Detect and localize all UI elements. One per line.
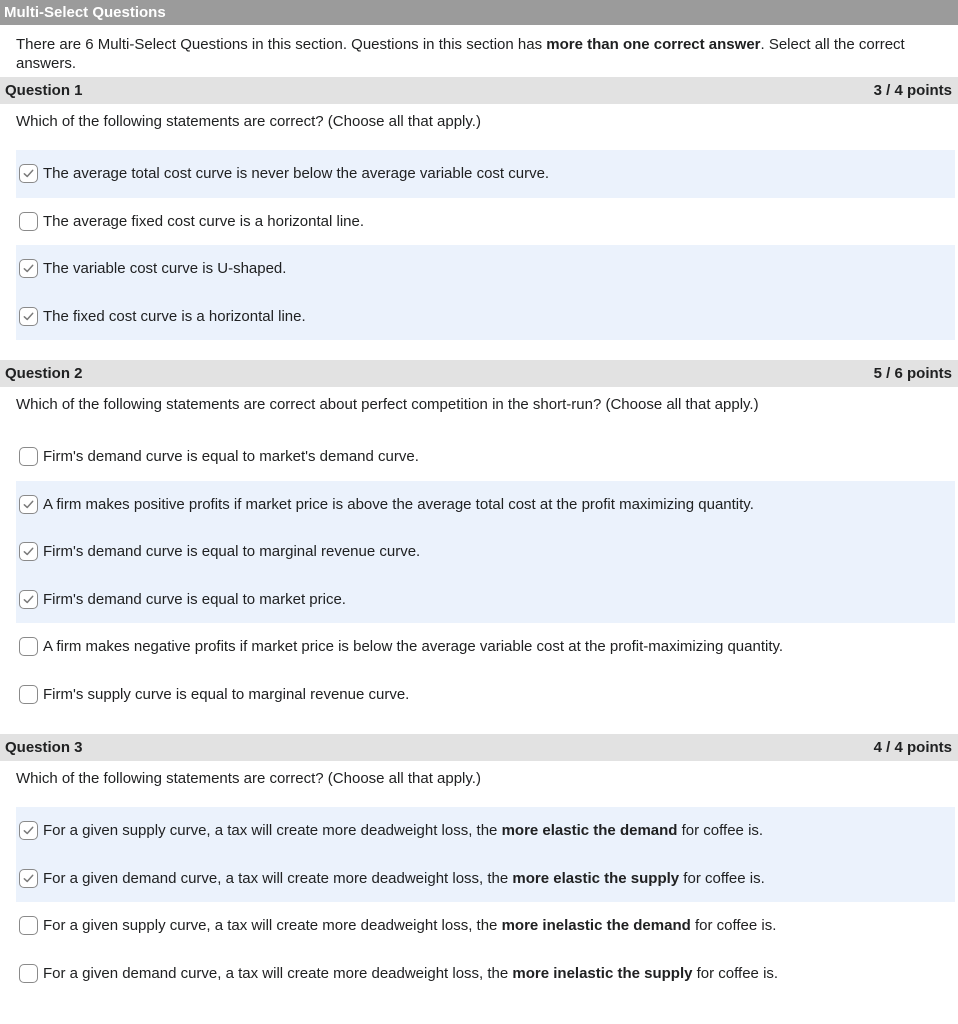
question-points: 5 / 6 points <box>873 365 952 382</box>
option-item[interactable] <box>16 150 955 198</box>
section-intro <box>0 25 958 77</box>
intro-text-pre: There are 6 Multi-Select Questions in this section. Questions in this section has <box>16 36 547 53</box>
checkmark-icon <box>22 593 35 606</box>
option-item[interactable] <box>16 950 955 998</box>
checkbox[interactable] <box>19 821 38 840</box>
question-points: 4 / 4 points <box>873 739 952 756</box>
option-label: A firm makes positive profits if market price is above the average total cost at the profit maximizing quantity. <box>43 495 754 513</box>
checkbox[interactable] <box>19 542 38 561</box>
spacer <box>0 718 958 734</box>
question-header <box>0 360 958 387</box>
checkbox[interactable] <box>19 495 38 514</box>
option-label: The average total cost curve is never below the average variable cost curve. <box>43 165 550 183</box>
option-label: Firm's demand curve is equal to market price. <box>43 590 346 608</box>
options-list <box>16 150 955 340</box>
option-label-pre: For a given demand curve, a tax will create more deadweight loss, the <box>43 869 513 887</box>
checkmark-icon <box>22 498 35 511</box>
question-2 <box>0 360 958 718</box>
checkbox[interactable] <box>19 259 38 278</box>
option-item[interactable] <box>16 528 955 576</box>
option-item[interactable] <box>16 855 955 903</box>
option-label-post: for coffee is. <box>677 822 764 840</box>
option-item[interactable] <box>16 293 955 341</box>
section-title: Multi-Select Questions <box>4 4 166 21</box>
option-item[interactable] <box>16 245 955 293</box>
options-list <box>16 433 955 718</box>
checkbox[interactable] <box>19 590 38 609</box>
intro-text-post: . Select all the correct answers. <box>16 36 905 72</box>
option-label <box>43 965 778 982</box>
checkbox[interactable] <box>19 869 38 888</box>
checkbox[interactable] <box>19 307 38 326</box>
question-title: Question 3 <box>5 739 83 756</box>
intro-text-bold: more than one correct answer <box>546 36 761 53</box>
option-label-bold: more elastic the supply <box>512 869 680 887</box>
option-label-post: for coffee is. <box>679 869 765 887</box>
option-item[interactable] <box>16 902 955 950</box>
checkbox[interactable] <box>19 164 38 183</box>
option-item[interactable] <box>16 481 955 529</box>
checkbox[interactable] <box>19 637 38 656</box>
option-item[interactable] <box>16 433 955 481</box>
question-1 <box>0 77 958 340</box>
option-label: Firm's supply curve is equal to marginal revenue curve. <box>43 685 410 703</box>
option-label <box>43 917 776 934</box>
checkmark-icon <box>22 310 35 323</box>
option-item[interactable] <box>16 576 955 624</box>
option-label-bold: more inelastic the supply <box>512 964 693 982</box>
option-label: Firm's demand curve is equal to marginal revenue curve. <box>43 543 421 561</box>
checkmark-icon <box>22 262 35 275</box>
option-label-post: for coffee is. <box>692 964 779 982</box>
option-label-bold: more inelastic the demand <box>501 917 691 935</box>
question-header <box>0 77 958 104</box>
checkbox[interactable] <box>19 685 38 704</box>
option-item[interactable] <box>16 198 955 246</box>
option-item[interactable] <box>16 623 955 671</box>
option-label-bold: more elastic the demand <box>501 822 678 840</box>
section-header <box>0 0 958 25</box>
option-label <box>43 870 765 887</box>
question-points: 3 / 4 points <box>873 82 952 99</box>
option-label: The average fixed cost curve is a horizontal line. <box>43 212 364 230</box>
option-label: The fixed cost curve is a horizontal line. <box>43 307 306 325</box>
option-label <box>43 822 763 839</box>
question-3 <box>0 734 958 997</box>
option-label-pre: For a given supply curve, a tax will create more deadweight loss, the <box>43 917 502 935</box>
options-list <box>16 807 955 997</box>
option-label: A firm makes negative profits if market price is below the average variable cost at the profit-maximizing quantity. <box>43 638 784 656</box>
option-label: The variable cost curve is U-shaped. <box>43 260 287 278</box>
question-header <box>0 734 958 761</box>
option-label-pre: For a given supply curve, a tax will create more deadweight loss, the <box>43 822 502 840</box>
option-label-post: for coffee is. <box>690 917 777 935</box>
checkmark-icon <box>22 167 35 180</box>
checkbox[interactable] <box>19 447 38 466</box>
option-label: Firm's demand curve is equal to market's demand curve. <box>43 448 419 466</box>
checkbox[interactable] <box>19 212 38 231</box>
checkmark-icon <box>22 872 35 885</box>
spacer <box>0 340 958 360</box>
checkmark-icon <box>22 545 35 558</box>
question-title: Question 1 <box>5 82 83 99</box>
question-text: Which of the following statements are correct? (Choose all that apply.) <box>16 770 481 787</box>
checkbox[interactable] <box>19 916 38 935</box>
question-text: Which of the following statements are correct? (Choose all that apply.) <box>16 113 481 130</box>
question-title: Question 2 <box>5 365 83 382</box>
checkmark-icon <box>22 824 35 837</box>
option-label-pre: For a given demand curve, a tax will create more deadweight loss, the <box>43 964 513 982</box>
question-text: Which of the following statements are correct about perfect competition in the short-run? (Choose all that apply.) <box>16 396 759 413</box>
option-item[interactable] <box>16 671 955 719</box>
checkbox[interactable] <box>19 964 38 983</box>
option-item[interactable] <box>16 807 955 855</box>
